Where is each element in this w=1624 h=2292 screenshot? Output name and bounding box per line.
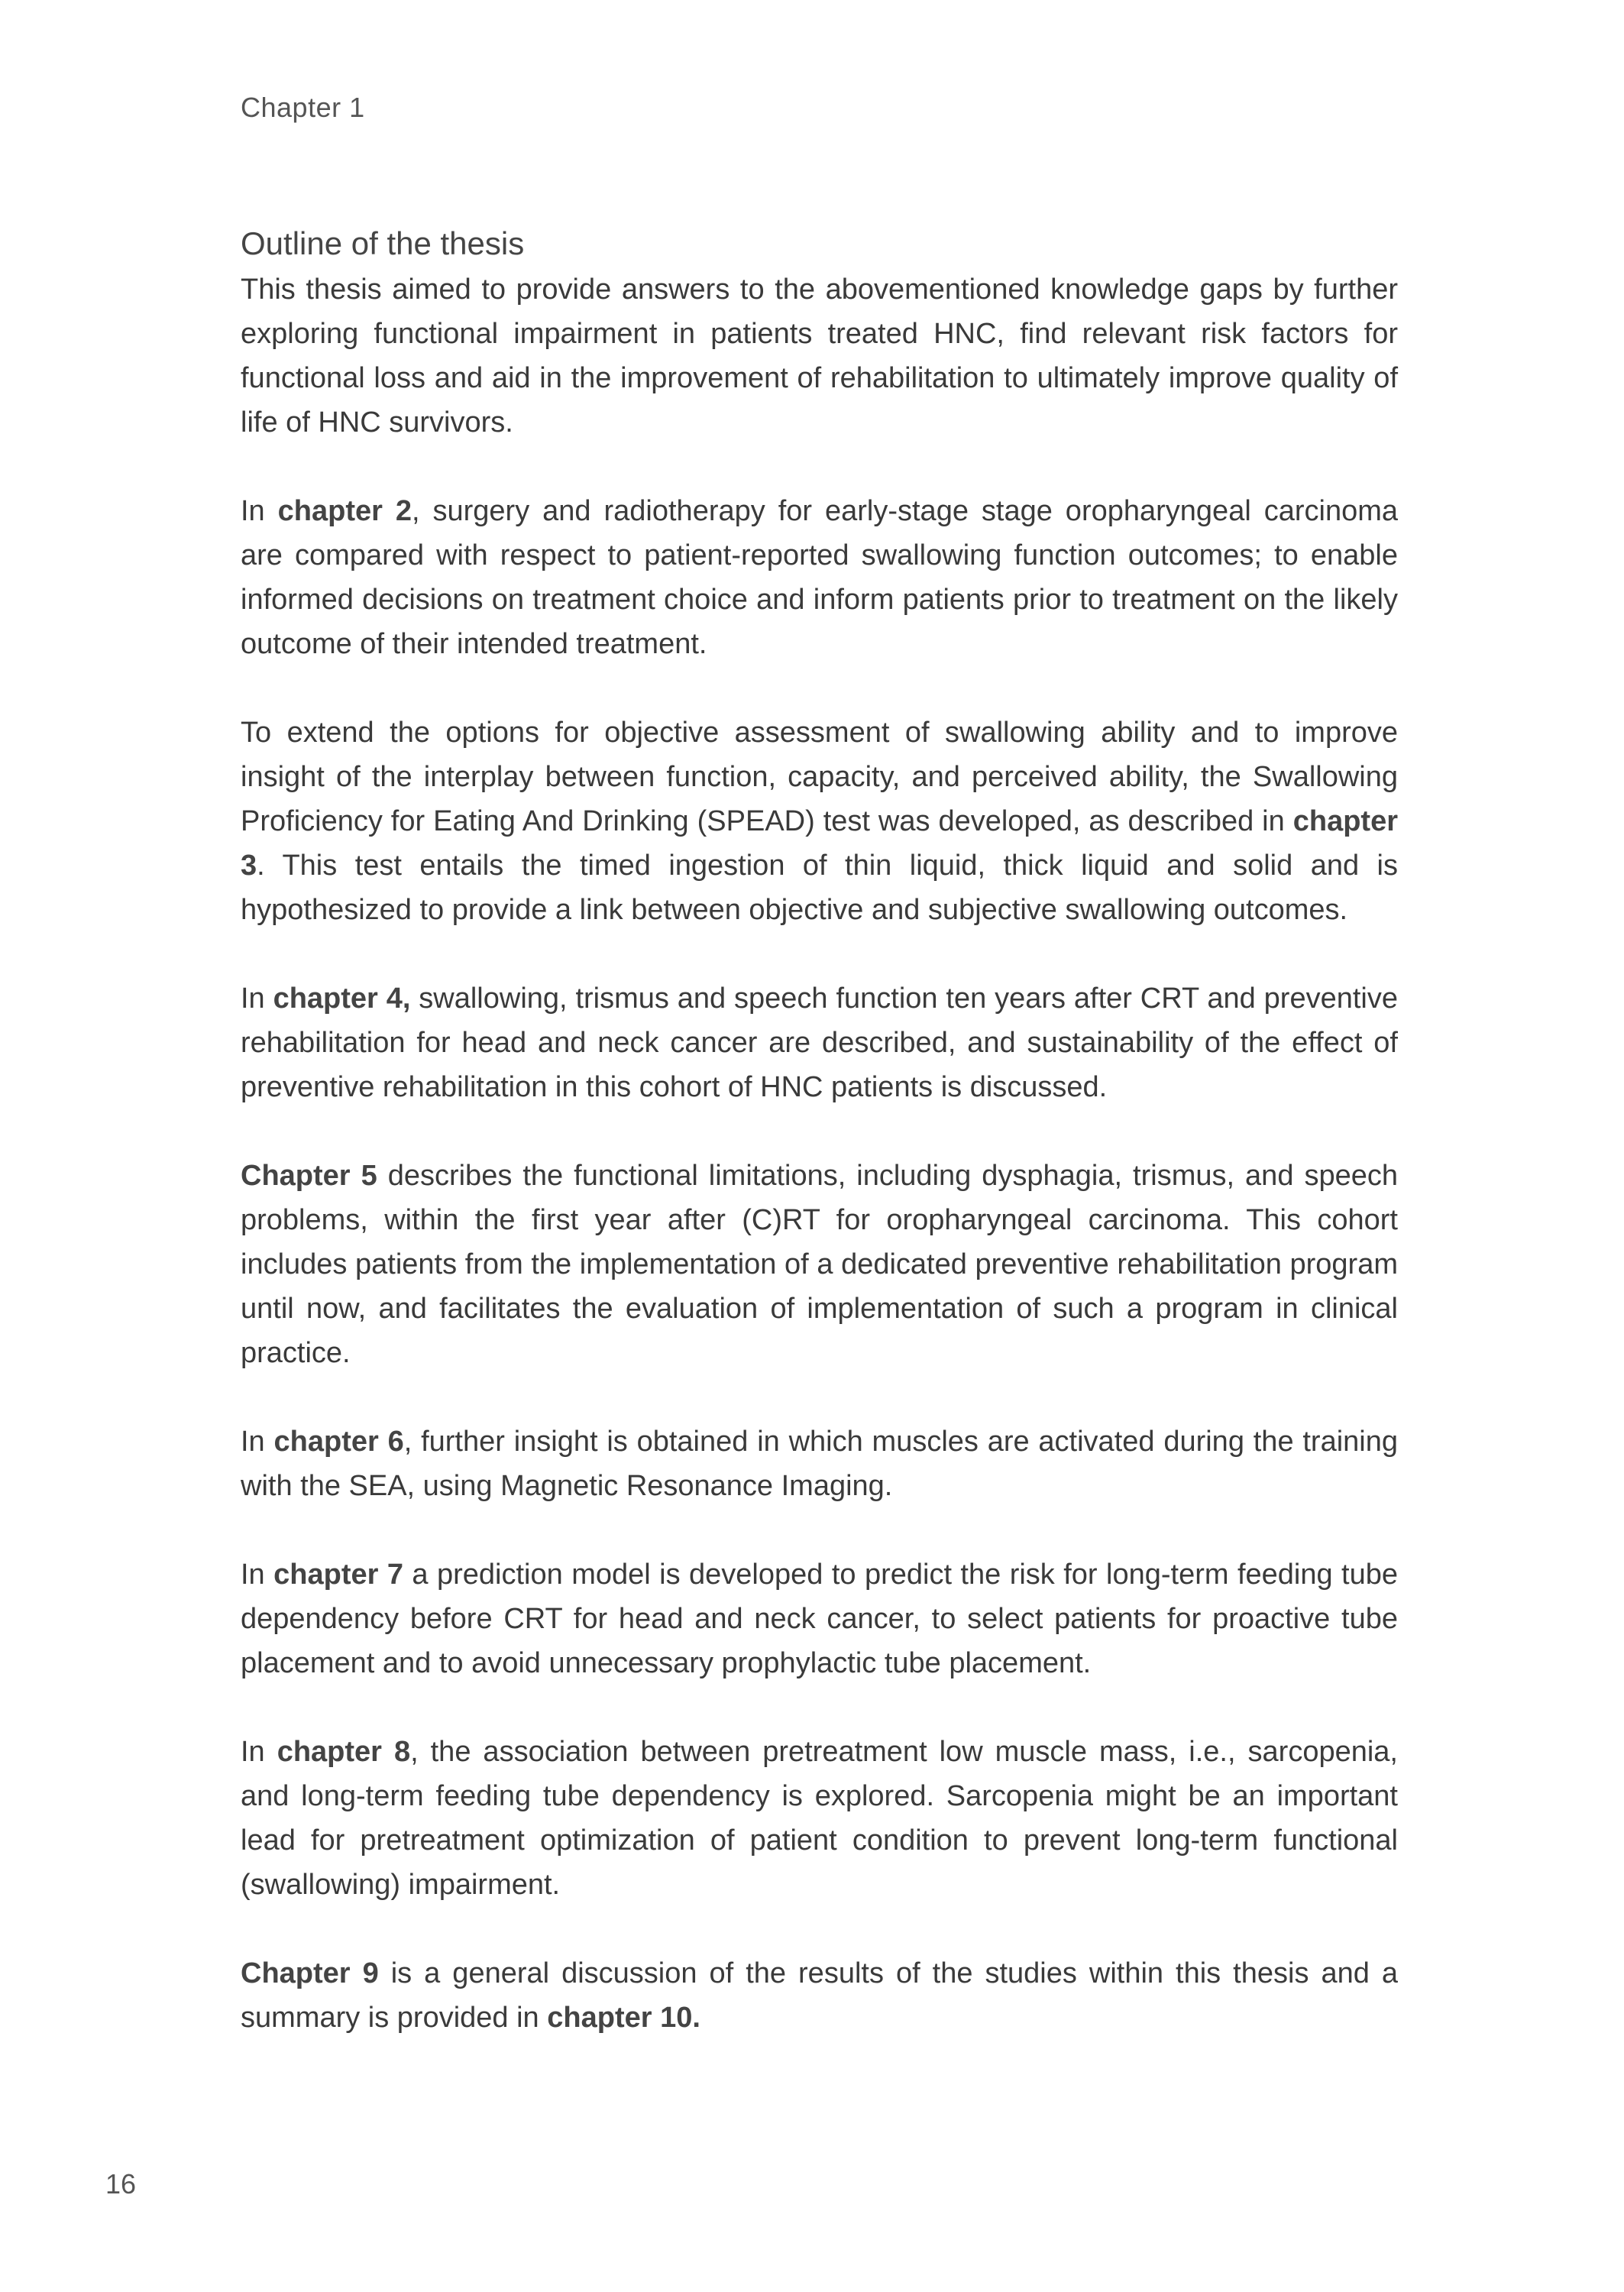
chapter-reference: chapter 3: [241, 805, 1398, 882]
paragraph-text: . This test entails the timed ingestion of thin liquid, thick liquid and solid and is hypothesized to provide a link between objective and subjective swallowing outcomes.: [241, 850, 1398, 926]
paragraph: [241, 1552, 1398, 1685]
paragraph: [241, 711, 1398, 932]
paragraph-text: , further insight is obtained in which muscles are activated during the training with the SEA, using Magnetic Resonance Imaging.: [241, 1426, 1399, 1502]
chapter-reference: chapter 7: [273, 1559, 403, 1591]
page-content: [241, 220, 1398, 2084]
paragraph: [241, 1730, 1398, 1907]
section-title: Outline of the thesis: [241, 225, 525, 261]
paragraph: [241, 1154, 1398, 1375]
paragraph-text: In: [241, 1426, 274, 1458]
paragraph-text: , surgery and radiotherapy for early-stage stage oropharyngeal carcinoma are compared with respect to patient-reported swallowing function outcomes; to enable informed decisions on treatment choice and inform patients prior to treatment on the likely outcome of their intended treatment.: [241, 495, 1398, 660]
paragraph: [241, 976, 1398, 1109]
paragraph-text: describes the functional limitations, including dysphagia, trismus, and speech problems, within the first year after (C)RT for oropharyngeal carcinoma. This cohort includes patients from the implementation of a dedicated preventive rehabilitation program until now, and facilitates the evaluation of implementation of such a program in clinical practice.: [241, 1160, 1398, 1369]
paragraph-text: a prediction model is developed to predict the risk for long-term feeding tube dependency before CRT for head and neck cancer, to select patients for proactive tube placement and to avoid unnecessary prophylactic tube placement.: [241, 1559, 1399, 1679]
paragraph: [241, 489, 1398, 666]
chapter-reference: chapter 6: [273, 1426, 404, 1458]
chapter-reference: chapter 8: [277, 1736, 411, 1768]
paragraph-text: In: [241, 1736, 277, 1768]
chapter-reference: chapter 10.: [547, 2002, 700, 2034]
running-header: Chapter 1: [241, 92, 365, 123]
paragraph-text: , the association between pretreatment low muscle mass, i.e., sarcopenia, and long-term feeding tube dependency is explored. Sarcopenia might be an important lead for pretreatment optimization of patient condition to prevent long-term functional (swallowing) impairment.: [241, 1736, 1398, 1901]
paragraph-text: This thesis aimed to provide answers to the abovementioned knowledge gaps by further exploring functional impairment in patients treated HNC, find relevant risk factors for functional loss and aid in the improvement of rehabilitation to ultimately improve quality of life of HNC survivors.: [241, 274, 1398, 439]
paragraph-text: swallowing, trismus and speech function ten years after CRT and preventive rehabilitation for head and neck cancer are described, and sustainability of the effect of preventive rehabilitation in this cohort of HNC patients is discussed.: [241, 983, 1398, 1103]
chapter-reference: Chapter 9: [241, 1957, 379, 1989]
paragraph: [241, 1420, 1398, 1508]
paragraph-text: In: [241, 495, 278, 527]
page-number: 16: [105, 2168, 137, 2200]
chapter-reference: chapter 4,: [273, 983, 411, 1015]
paragraph: [241, 267, 1398, 445]
chapter-reference: Chapter 5: [241, 1160, 377, 1192]
paragraph-list: [241, 267, 1398, 2040]
paragraph-text: In: [241, 1559, 274, 1591]
paragraph-text: is a general discussion of the results of the studies within this thesis and a summary is provided in: [241, 1957, 1398, 2034]
paragraph-text: In: [241, 983, 273, 1015]
chapter-reference: chapter 2: [277, 495, 412, 527]
paragraph: [241, 1951, 1398, 2040]
paragraph-text: To extend the options for objective assessment of swallowing ability and to improve insight of the interplay between function, capacity, and perceived ability, the Swallowing Proficiency for Eating And Drinking (SPEAD) test was developed, as described in: [241, 717, 1398, 837]
